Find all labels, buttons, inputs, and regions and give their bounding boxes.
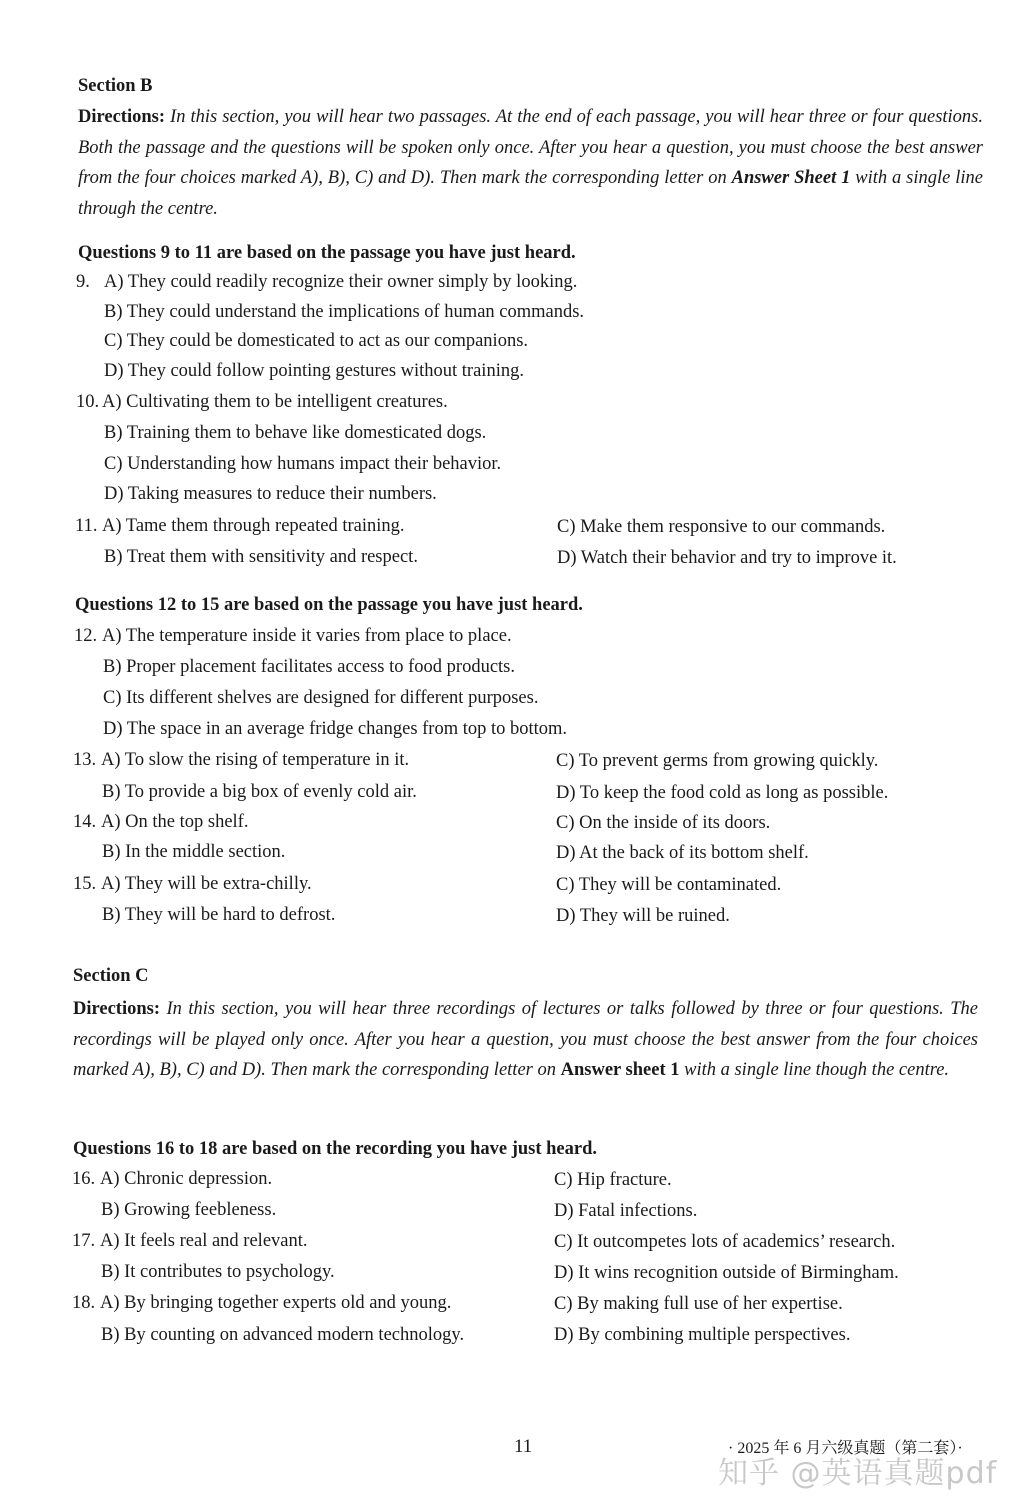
directions-text-end: with a single line through the centre. (78, 168, 984, 219)
option-a: A) Tame them through repeated training. (102, 516, 405, 536)
option-c: C) It outcompetes lots of academics’ research. (554, 1232, 896, 1252)
option-c: C) They could be domesticated to act as our companions. (104, 331, 529, 351)
question-number: 9. (76, 272, 90, 292)
option-d: D) Fatal infections. (554, 1201, 698, 1221)
option-c: C) By making full use of her expertise. (554, 1294, 843, 1314)
directions-text: In this section, you will hear three recordings of lectures or talks followed by three or four questions. The recordings will be played only once. After you hear a question, you must choose the best answer from the four choices marked A), B), C) and D). Then mark the corresponding letter on (73, 999, 978, 1080)
page-number: 11 (514, 1436, 533, 1457)
section-c-title: Section C (73, 966, 149, 986)
option-a: A) They could readily recognize their owner simply by looking. (104, 272, 578, 292)
directions-label: Directions: (73, 999, 160, 1019)
section-b-title: Section B (78, 76, 153, 96)
directions-text-end: with a single line though the centre. (679, 1060, 950, 1080)
option-d: D) Watch their behavior and try to improve it. (557, 548, 897, 568)
option-a: A) Chronic depression. (100, 1169, 273, 1189)
option-d: D) At the back of its bottom shelf. (556, 843, 809, 863)
option-b: B) It contributes to psychology. (101, 1262, 335, 1282)
option-d: D) To keep the food cold as long as possible. (556, 783, 889, 803)
question-number: 14. (73, 812, 97, 832)
question-group-heading: Questions 12 to 15 are based on the passage you have just heard. (75, 595, 583, 615)
option-d: D) The space in an average fridge changes from top to bottom. (103, 719, 568, 739)
option-a: A) To slow the rising of temperature in it. (101, 750, 410, 770)
option-a: A) Cultivating them to be intelligent creatures. (102, 392, 448, 412)
question-group-heading: Questions 16 to 18 are based on the recording you have just heard. (73, 1139, 598, 1159)
option-b: B) Treat them with sensitivity and respect. (104, 547, 418, 567)
option-d: D) Taking measures to reduce their numbers. (104, 484, 437, 504)
option-c: C) Make them responsive to our commands. (557, 517, 886, 537)
answer-sheet-ref: Answer Sheet 1 (731, 168, 851, 188)
section-c-directions (73, 994, 978, 1086)
question-number: 10. (76, 392, 100, 412)
question-number: 13. (73, 750, 97, 770)
exam-title-footer: · 2025 年 6 月六级真题（第二套）· (728, 1440, 963, 1457)
option-c: C) Hip fracture. (554, 1170, 672, 1190)
option-b: B) Growing feebleness. (101, 1200, 277, 1220)
question-group-heading: Questions 9 to 11 are based on the passage you have just heard. (78, 243, 576, 263)
option-a: A) They will be extra-chilly. (101, 874, 312, 894)
option-c: C) To prevent germs from growing quickly. (556, 751, 879, 771)
option-c: C) Its different shelves are designed for different purposes. (103, 688, 539, 708)
watermark: 知乎 @英语真题pdf (718, 1456, 998, 1491)
question-number: 16. (72, 1169, 96, 1189)
option-c: C) They will be contaminated. (556, 875, 782, 895)
directions-label: Directions: (78, 107, 165, 127)
option-b: B) In the middle section. (102, 842, 286, 862)
option-b: B) They will be hard to defrost. (102, 905, 336, 925)
option-b: B) Training them to behave like domesticated dogs. (104, 423, 487, 443)
option-a: A) By bringing together experts old and young. (100, 1293, 452, 1313)
directions-text: In this section, you will hear two passages. At the end of each passage, you will hear three or four questions. Both the passage and the questions will be spoken only once. After you hear a question, you must choose the best answer from the four choices marked A), B), C) and D). Then mark the corresponding letter on (78, 107, 983, 188)
section-b-directions (78, 102, 983, 224)
option-a: A) The temperature inside it varies from place to place. (102, 626, 512, 646)
option-c: C) On the inside of its doors. (556, 813, 771, 833)
question-number: 17. (72, 1231, 96, 1251)
option-d: D) By combining multiple perspectives. (554, 1325, 851, 1345)
question-number: 18. (72, 1293, 96, 1313)
option-b: B) By counting on advanced modern technology. (101, 1325, 465, 1345)
option-b: B) Proper placement facilitates access to food products. (103, 657, 515, 677)
option-d: D) It wins recognition outside of Birmingham. (554, 1263, 899, 1283)
option-a: A) On the top shelf. (101, 812, 249, 832)
option-b: B) To provide a big box of evenly cold air. (102, 782, 417, 802)
option-d: D) They will be ruined. (556, 906, 730, 926)
question-number: 11. (75, 516, 98, 536)
option-c: C) Understanding how humans impact their behavior. (104, 454, 502, 474)
answer-sheet-ref: Answer sheet 1 (560, 1060, 680, 1080)
option-a: A) It feels real and relevant. (100, 1231, 308, 1251)
question-number: 15. (73, 874, 97, 894)
option-d: D) They could follow pointing gestures without training. (104, 361, 524, 381)
question-number: 12. (74, 626, 98, 646)
option-b: B) They could understand the implications of human commands. (104, 302, 585, 322)
